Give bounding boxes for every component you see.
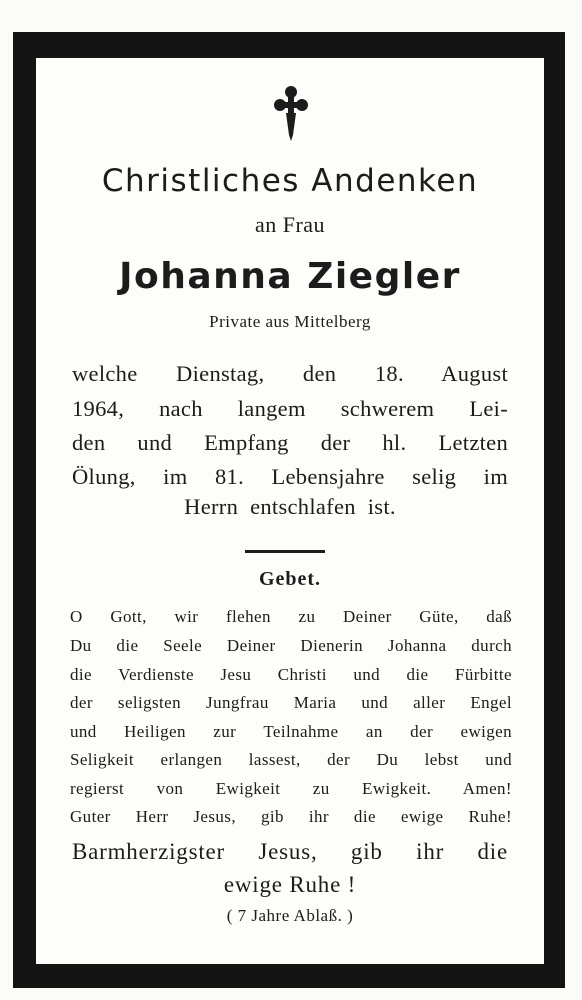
notice-line: Herrn entschlafen ist. [184,494,396,519]
card-subheading: an Frau [254,212,326,237]
closing-line: ewige Ruhe ! [223,872,357,897]
prayer-line: Du die Seele Deiner Dienerin Johanna durch [70,636,512,655]
prayer-line: der seligsten Jungfrau Maria und aller Engel [70,693,512,712]
notice-line: 1964, nach langem schwerem Lei- [72,396,508,421]
deceased-name: Johanna Ziegler [119,256,461,297]
indulgence-note: ( 7 Jahre Ablaß. ) [226,906,354,925]
cross-icon [0,85,582,148]
notice-line: den und Empfang der hl. Letzten [72,430,508,455]
prayer-line: regierst von Ewigkeit zu Ewigkeit. Amen! [70,779,512,798]
notice-line: Ölung, im 81. Lebensjahre selig im [72,464,508,489]
divider-rule [245,550,325,553]
prayer-line: Guter Herr Jesus, gib ihr die ewige Ruhe! [70,807,512,826]
prayer-title: Gebet. [258,568,322,590]
prayer-line: Seligkeit erlangen lassest, der Du lebst und [70,750,512,769]
closing-line: Barmherzigster Jesus, gib ihr die [72,839,508,864]
prayer-line: die Verdienste Jesu Christi und die Fürbitte [70,665,512,684]
prayer-line: und Heiligen zur Teilnahme an der ewigen [70,722,512,741]
prayer-line: O Gott, wir flehen zu Deiner Güte, daß [70,607,512,626]
card-heading: Christliches Andenken [101,163,479,199]
notice-line: welche Dienstag, den 18. August [72,361,508,386]
deceased-origin: Private aus Mittelberg [209,312,371,331]
